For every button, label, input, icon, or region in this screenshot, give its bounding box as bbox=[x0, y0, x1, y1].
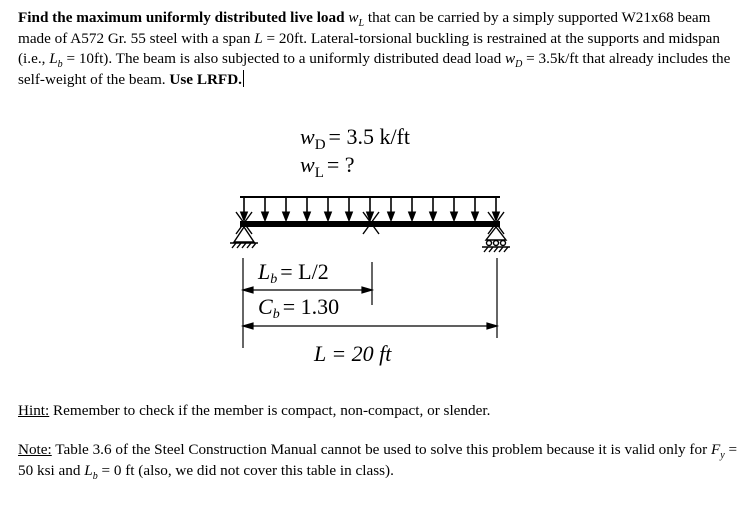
moment-gradient-label: Cb = 1.30 bbox=[258, 294, 340, 322]
problem-lead: Find the maximum uniformly distributed live load bbox=[18, 9, 345, 26]
note-label: Note: bbox=[18, 441, 52, 458]
problem-text-3: = 10ft). The beam is also subjected to a uniformly distributed dead load bbox=[66, 50, 502, 67]
unbraced-length-label: Lb = L/2 bbox=[258, 259, 329, 287]
load-arrow-head bbox=[472, 212, 479, 221]
load-arrow-head bbox=[325, 212, 332, 221]
span-symbol: L bbox=[254, 29, 263, 47]
span-label: L = 20 ft bbox=[314, 341, 392, 366]
problem-text-4: = 3.5k/ft that already includes the self-weight of the beam. bbox=[18, 50, 731, 88]
load-arrow-head bbox=[262, 212, 269, 221]
load-arrow-head bbox=[430, 212, 437, 221]
distributed-load bbox=[240, 197, 500, 221]
load-arrow-head bbox=[346, 212, 353, 221]
note-text-3: = 0 ft (also, we did not cover this table in class). bbox=[101, 461, 394, 479]
dead-load-label: $w_D = 3.5$ k/ft bbox=[300, 124, 410, 153]
load-arrow-head bbox=[283, 212, 290, 221]
yield-stress-symbol: $F_y$ bbox=[710, 441, 725, 462]
load-arrow-head bbox=[367, 212, 374, 221]
use-lrfd: Use LRFD. bbox=[169, 70, 242, 88]
hint-label: Hint: bbox=[18, 402, 50, 419]
load-arrow-head bbox=[304, 212, 311, 221]
live-load-symbol: $w_L$ bbox=[348, 9, 365, 30]
unbraced-length-symbol: $L_b$ bbox=[49, 50, 63, 71]
unbraced-length-symbol-note: $L_b$ bbox=[84, 461, 98, 482]
note bbox=[18, 440, 740, 481]
problem-text-1: that can be carried by a simply supported W21x68 beam made of A572 Gr. 55 steel with a span bbox=[18, 9, 711, 47]
live-load-label: $w_L$ = ? bbox=[300, 152, 355, 181]
hint bbox=[18, 401, 740, 421]
hint-text: Remember to check if the member is compact, non-compact, or slender. bbox=[53, 402, 491, 419]
note-text-1: Table 3.6 of the Steel Construction Manual cannot be used to solve this problem because it is valid only for bbox=[55, 441, 708, 458]
load-arrow-head bbox=[388, 212, 395, 221]
problem-text-2: = 20ft. Lateral-torsional buckling is restrained at the supports and midspan (i.e., bbox=[18, 29, 721, 67]
note-text-2: = 50 ksi and bbox=[18, 441, 738, 479]
load-arrow-head bbox=[409, 212, 416, 221]
load-arrow-head bbox=[451, 212, 458, 221]
dead-load-symbol: $w_D$ bbox=[504, 50, 523, 71]
